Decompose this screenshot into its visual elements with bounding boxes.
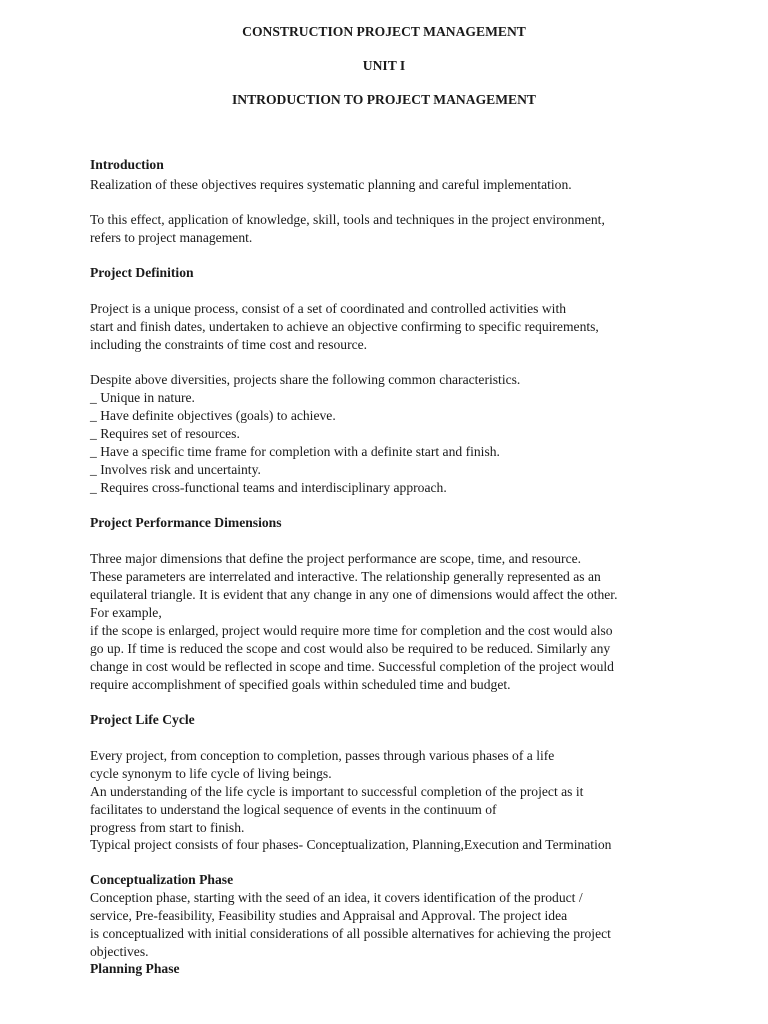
definition-paragraph: including the constraints of time cost and resource. (90, 337, 368, 352)
performance-paragraph: These parameters are interrelated and interactive. The relationship generally represented as an (90, 569, 601, 584)
lifecycle-paragraph: Typical project consists of four phases- Conceptualization, Planning,Execution and Termination (90, 837, 612, 852)
characteristic-item: _ Requires cross-functional teams and interdisciplinary approach. (90, 480, 447, 495)
lifecycle-paragraph: progress from start to finish. (90, 820, 245, 835)
characteristic-item: _ Have definite objectives (goals) to achieve. (90, 408, 336, 423)
performance-paragraph: require accomplishment of specified goals within scheduled time and budget. (90, 677, 511, 692)
introduction-paragraph: To this effect, application of knowledge, skill, tools and techniques in the project environment, (90, 212, 605, 227)
performance-paragraph: Three major dimensions that define the project performance are scope, time, and resource. (90, 551, 582, 566)
conceptualization-paragraph: service, Pre-feasibility, Feasibility studies and Appraisal and Approval. The project idea (90, 908, 568, 923)
lifecycle-paragraph: facilitates to understand the logical sequence of events in the continuum of (90, 802, 497, 817)
characteristics-intro: Despite above diversities, projects share the following common characteristics. (90, 372, 521, 387)
characteristic-item: _ Have a specific time frame for completion with a definite start and finish. (90, 444, 500, 459)
lifecycle-heading: Project Life Cycle (90, 712, 195, 727)
lifecycle-paragraph: Every project, from conception to completion, passes through various phases of a life (90, 748, 555, 763)
unit-title: UNIT I (362, 58, 406, 73)
conceptualization-heading: Conceptualization Phase (90, 872, 234, 887)
characteristic-item: _ Unique in nature. (90, 390, 195, 405)
definition-paragraph: Project is a unique process, consist of a set of coordinated and controlled activities with (90, 301, 567, 316)
characteristic-item: _ Requires set of resources. (90, 426, 240, 441)
performance-heading: Project Performance Dimensions (90, 515, 282, 530)
introduction-heading: Introduction (90, 157, 164, 172)
performance-paragraph: equilateral triangle. It is evident that any change in any one of dimensions would affect the other. (90, 587, 618, 602)
introduction-paragraph: refers to project management. (90, 230, 253, 245)
course-title: CONSTRUCTION PROJECT MANAGEMENT (242, 24, 526, 39)
definition-heading: Project Definition (90, 265, 194, 280)
performance-paragraph: change in cost would be reflected in scope and time. Successful completion of the project would (90, 659, 614, 674)
conceptualization-paragraph: Conception phase, starting with the seed of an idea, it covers identification of the product / (90, 890, 583, 905)
performance-paragraph: if the scope is enlarged, project would require more time for completion and the cost would also (90, 623, 613, 638)
chapter-title: INTRODUCTION TO PROJECT MANAGEMENT (231, 92, 536, 107)
performance-paragraph: go up. If time is reduced the scope and cost would also be required to be reduced. Similarly any (90, 641, 611, 656)
performance-paragraph: For example, (90, 605, 162, 620)
conceptualization-paragraph: is conceptualized with initial considerations of all possible alternatives for achieving the project (90, 926, 611, 941)
lifecycle-paragraph: An understanding of the life cycle is important to successful completion of the project as it (90, 784, 584, 799)
definition-paragraph: start and finish dates, undertaken to achieve an objective confirming to specific requirements, (90, 319, 599, 334)
introduction-paragraph: Realization of these objectives requires systematic planning and careful implementation. (90, 177, 572, 192)
lifecycle-paragraph: cycle synonym to life cycle of living beings. (90, 766, 332, 781)
conceptualization-paragraph: objectives. (90, 944, 149, 959)
planning-heading: Planning Phase (90, 961, 180, 976)
characteristic-item: _ Involves risk and uncertainty. (90, 462, 261, 477)
